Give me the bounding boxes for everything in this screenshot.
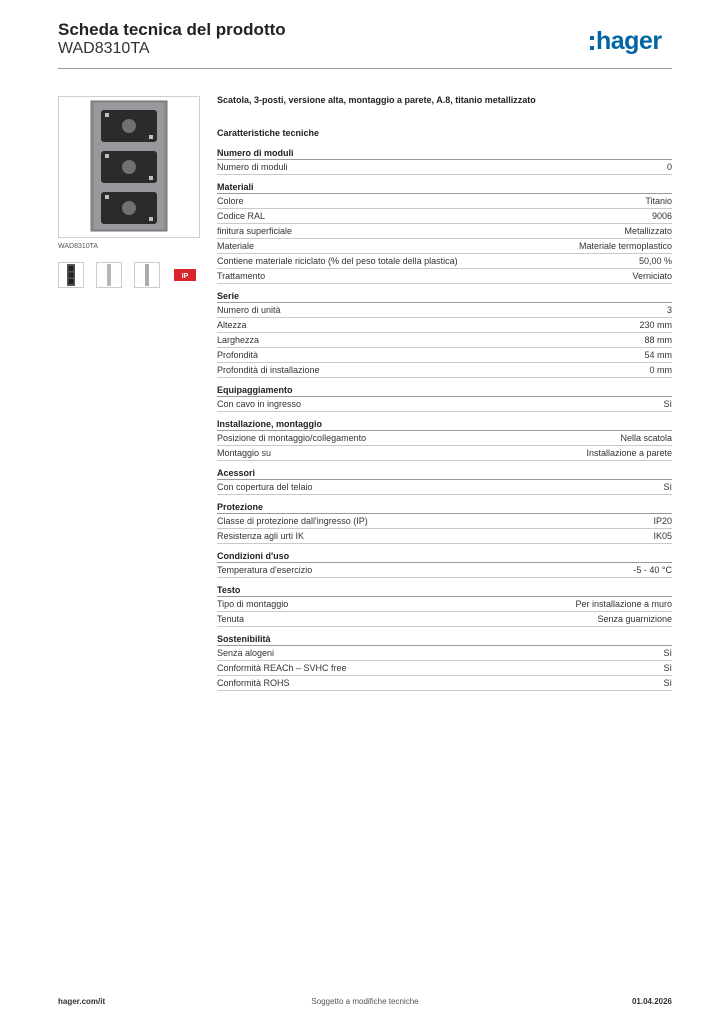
ip-badge-icon [174, 269, 196, 281]
spec-row [217, 661, 672, 676]
spec-label: Profondità [217, 350, 259, 360]
side-view-2-icon [144, 264, 150, 286]
spec-row [217, 397, 672, 412]
spec-value: Verniciato [632, 271, 672, 281]
footer [58, 997, 672, 1009]
spec-value: Per installazione a muro [575, 599, 672, 609]
spec-value: 9006 [651, 211, 672, 221]
spec-label: Numero di unità [217, 305, 281, 315]
spec-row [217, 224, 672, 239]
spec-label: Conformità ROHS [217, 678, 290, 688]
spec-value: 0 mm [649, 365, 672, 375]
spec-section [217, 181, 672, 284]
section-title: Installazione, montaggio [217, 419, 323, 429]
spec-section [217, 501, 672, 544]
spec-label: Materiale [217, 241, 255, 251]
spec-label: Profondità di installazione [217, 365, 320, 375]
spec-value: Sì [663, 678, 672, 688]
spec-row [217, 333, 672, 348]
spec-label: Con copertura del telaio [217, 482, 313, 492]
spec-row [217, 514, 672, 529]
section-title: Protezione [217, 502, 264, 512]
spec-label: Contiene materiale riciclato (% del peso totale della plastica) [217, 256, 458, 266]
section-title: Testo [217, 585, 241, 595]
spec-value: 0 [666, 162, 672, 172]
spec-label: Tipo di montaggio [217, 599, 289, 609]
spec-section [217, 418, 672, 461]
spec-value: -5 - 40 °C [633, 565, 672, 575]
product-description: Scatola, 3-posti, versione alta, montaggio a parete, A.8, titanio metallizzato [217, 95, 536, 105]
spec-label: finitura superficiale [217, 226, 293, 236]
spec-label: Tenuta [217, 614, 245, 624]
spec-row [217, 269, 672, 284]
spec-section [217, 550, 672, 578]
section-title: Serie [217, 291, 240, 301]
section-title: Sostenibilità [217, 634, 271, 644]
spec-row [217, 431, 672, 446]
spec-section [217, 633, 672, 691]
spec-label: Classe di protezione dall'ingresso (IP) [217, 516, 368, 526]
section-title: Numero di moduli [217, 148, 294, 158]
spec-value: 88 mm [644, 335, 672, 345]
product-code: WAD8310TA [58, 40, 150, 57]
section-title: Acessori [217, 468, 256, 478]
spec-value: 50,00 % [638, 256, 672, 266]
spec-row [217, 563, 672, 578]
spec-label: Conformità REACh – SVHC free [217, 663, 347, 673]
spec-label: Larghezza [217, 335, 260, 345]
product-image-frame[interactable] [58, 96, 200, 238]
product-image [61, 99, 197, 235]
spec-value: Titanio [645, 196, 672, 206]
spec-section [217, 290, 672, 378]
side-view-icon [106, 264, 112, 286]
spec-label: Temperatura d'esercizio [217, 565, 313, 575]
spec-row [217, 239, 672, 254]
spec-value: 230 mm [639, 320, 672, 330]
section-title: Equipaggiamento [217, 385, 293, 395]
section-title: Materiali [217, 182, 254, 192]
footer-date: 01.04.2026 [631, 997, 672, 1006]
spec-label: Posizione di montaggio/collegamento [217, 433, 367, 443]
spec-value: Installazione a parete [586, 448, 672, 458]
side-view-2-thumb[interactable] [134, 262, 160, 288]
spec-content [217, 95, 672, 697]
footer-website-link[interactable]: hager.com/it [58, 997, 106, 1006]
section-title: Condizioni d'uso [217, 551, 290, 561]
spec-section [217, 147, 672, 175]
spec-section [217, 467, 672, 495]
spec-row [217, 676, 672, 691]
spec-value: Metallizzato [624, 226, 672, 236]
header-divider [58, 68, 672, 69]
ip-badge-text: IP [181, 273, 189, 280]
spec-label: Senza alogeni [217, 648, 275, 658]
spec-value: IK05 [653, 531, 672, 541]
spec-value: IP20 [653, 516, 672, 526]
spec-label: Resistenza agli urti IK [217, 531, 305, 541]
spec-label: Numero di moduli [217, 162, 288, 172]
product-image-caption: WAD8310TA [58, 243, 99, 250]
spec-row [217, 194, 672, 209]
spec-row [217, 597, 672, 612]
spec-row [217, 254, 672, 269]
spec-section [217, 384, 672, 412]
spec-label: Montaggio su [217, 448, 272, 458]
spec-value: Sì [663, 399, 672, 409]
spec-row [217, 209, 672, 224]
spec-value: 3 [666, 305, 672, 315]
spec-row [217, 480, 672, 495]
spec-value: Materiale termoplastico [578, 241, 672, 251]
spec-value: Sì [663, 663, 672, 673]
spec-row [217, 160, 672, 175]
logo-text: hager [596, 27, 662, 55]
page-title: Scheda tecnica del prodotto [58, 20, 286, 39]
front-view-thumb[interactable] [58, 262, 84, 288]
spec-value: Sì [663, 648, 672, 658]
logo-dots-icon [590, 36, 594, 50]
footer-note: Soggetto a modifiche tecniche [311, 997, 419, 1006]
spec-label: Trattamento [217, 271, 266, 281]
spec-row [217, 646, 672, 661]
spec-row [217, 446, 672, 461]
spec-label: Colore [217, 196, 244, 206]
tech-features-title: Caratteristiche tecniche [217, 128, 320, 138]
front-view-icon [66, 264, 76, 286]
spec-label: Altezza [217, 320, 247, 330]
spec-value: 54 mm [644, 350, 672, 360]
spec-row [217, 348, 672, 363]
spec-value: Sì [663, 482, 672, 492]
spec-section [217, 584, 672, 627]
spec-row [217, 529, 672, 544]
side-view-thumb[interactable] [96, 262, 122, 288]
spec-value: Senza guarnizione [597, 614, 672, 624]
spec-row [217, 612, 672, 627]
spec-row [217, 318, 672, 333]
spec-label: Codice RAL [217, 211, 266, 221]
spec-label: Con cavo in ingresso [217, 399, 302, 409]
spec-row [217, 303, 672, 318]
ip-badge-thumb[interactable] [172, 262, 198, 288]
spec-value: Nella scatola [620, 433, 672, 443]
spec-sections [217, 147, 672, 691]
spec-row [217, 363, 672, 378]
hager-logo [590, 26, 662, 56]
